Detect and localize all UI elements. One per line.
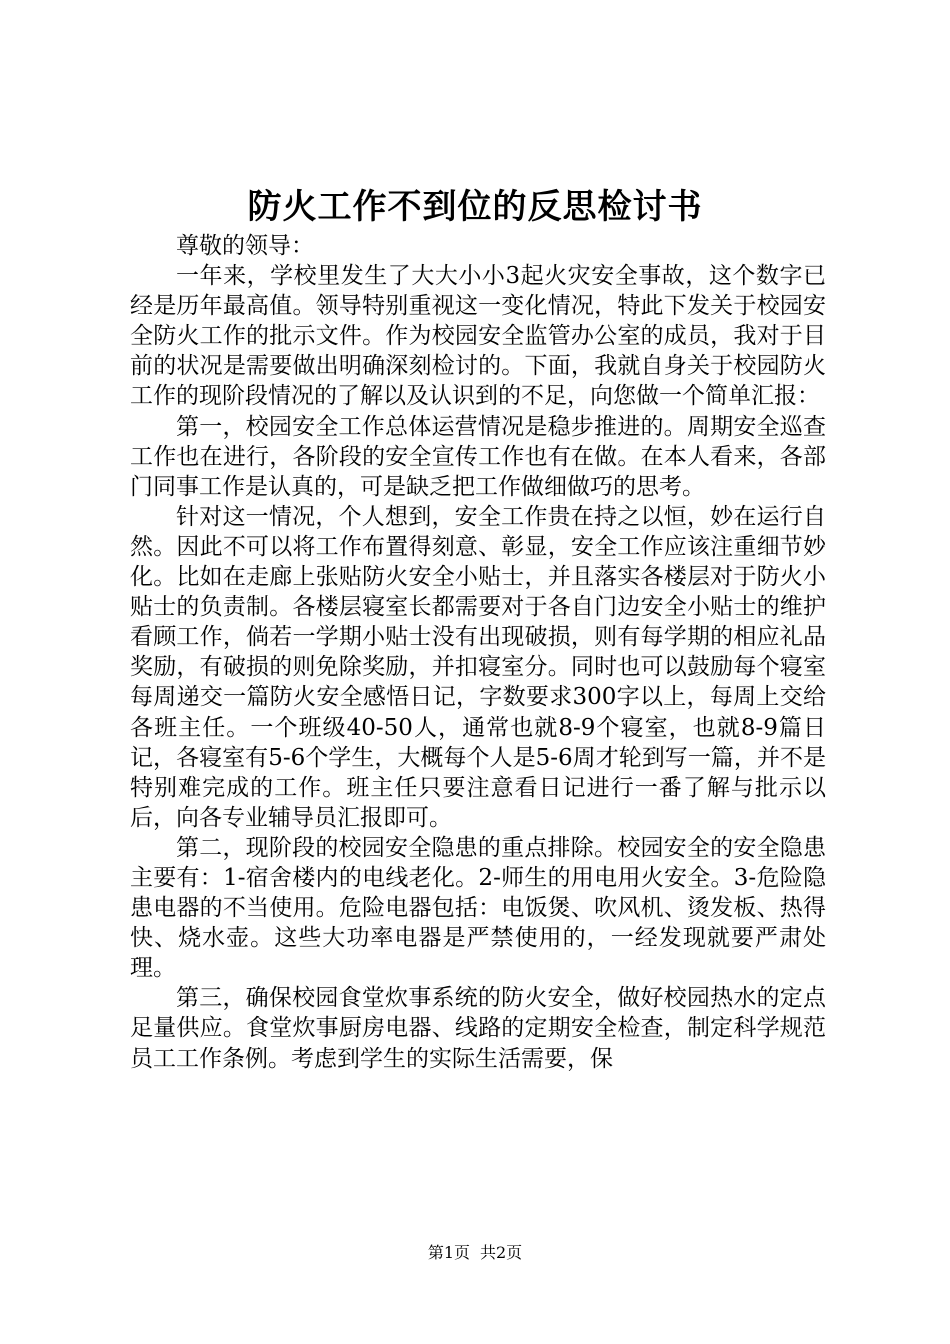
document-title: 防火工作不到位的反思检讨书 [247, 187, 703, 227]
document-body [130, 231, 826, 1074]
salutation: 尊敬的领导： [176, 233, 314, 259]
paragraph-third-point: 第三，确保校园食堂炊事系统的防火安全，做好校园热水的定点足量供应。食堂炊事厨房电器、线路的定期安全检查，制定科学规范员工工作条例。考虑到学生的实际生活需要，保 [130, 985, 826, 1072]
page-footer [0, 1242, 950, 1264]
paragraph-intro: 一年来，学校里发生了大大小小3起火灾安全事故，这个数字已经是历年最高值。领导特别重视这一变化情况，特此下发关于校园安全防火工作的批示文件。作为校园安全监管办公室的成员，我对于目前的状况是需要做出明确深刻检讨的。下面，我就自身关于校园防火工作的现阶段情况的了解以及认识到的不足，向您做一个简单汇报： [130, 263, 826, 410]
paragraph-first-point-detail: 针对这一情况，个人想到，安全工作贵在持之以恒，妙在运行自然。因此不可以将工作布置得刻意、彰显，安全工作应该注重细节妙化。比如在走廊上张贴防火安全小贴士，并且落实各楼层对于防火小贴士的负责制。各楼层寝室长都需要对于各自门边安全小贴士的维护看顾工作，倘若一学期小贴士没有出现破损，则有每学期的相应礼品奖励，有破损的则免除奖励，并扣寝室分。同时也可以鼓励每个寝室每周递交一篇防火安全感悟日记，字数要求300字以上，每周上交给各班主任。一个班级40-50人，通常也就8-9个寝室，也就8-9篇日记，各寝室有5-6个学生，大概每个人是5-6周才轮到写一篇，并不是特别难完成的工作。班主任只要注意看日记进行一番了解与批示以后，向各专业辅导员汇报即可。 [130, 503, 826, 831]
paragraph-second-point: 第二，现阶段的校园安全隐患的重点排除。校园安全的安全隐患主要有：1-宿舍楼内的电线老化。2-师生的用电用火安全。3-危险隐患电器的不当使用。危险电器包括：电饭煲、吹风机、烫发板、热得快、烧水壶。这些大功率电器是严禁使用的，一经发现就要严肃处理。 [130, 834, 826, 982]
page-number-current: 第1页 [427, 1243, 470, 1262]
page-number-total: 共2页 [480, 1243, 523, 1262]
paragraph-first-point: 第一，校园安全工作总体运营情况是稳步推进的。周期安全巡查工作也在进行，各阶段的安全宣传工作也有在做。在本人看来，各部门同事工作是认真的，可是缺乏把工作做细做巧的思考。 [130, 413, 826, 500]
